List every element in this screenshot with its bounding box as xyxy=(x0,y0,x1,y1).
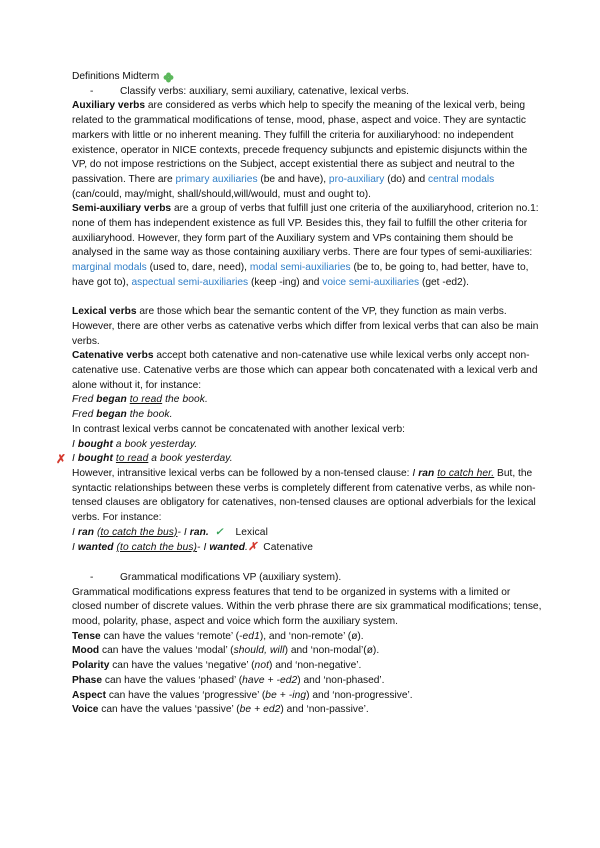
document-title xyxy=(72,70,542,85)
document-page xyxy=(56,70,542,718)
label-lexical: Lexical xyxy=(235,526,268,538)
link-modal-semi-auxiliaries[interactable]: modal semi-auxiliaries xyxy=(249,262,351,274)
line-polarity: Polarity can have the values ‘negative’ (not) and ‘non-negative’. xyxy=(72,660,362,672)
contrast-sentence: In contrast lexical verbs cannot be concatenated with another lexical verb: xyxy=(72,423,405,435)
term-semi-auxiliary: Semi-auxiliary verbs xyxy=(72,203,172,215)
check-icon: ✓ xyxy=(214,526,224,538)
label-catenative: Catenative xyxy=(263,542,314,554)
line-voice: Voice can have the values ‘passive’ (be + ed2) and ‘non-passive’. xyxy=(72,704,369,716)
example-6-catenative: I wanted (to catch the bus)- I wanted.✗ Catenative xyxy=(72,541,314,554)
line-aspect: Aspect can have the values ‘progressive’ (be + -ing) and ‘non-progressive’. xyxy=(72,689,413,701)
term-catenative: Catenative verbs xyxy=(72,350,154,362)
example-5-lexical: I ran (to catch the bus)- I ran. ✓ Lexical xyxy=(72,526,268,538)
cross-icon: ✗ xyxy=(56,452,67,467)
spacer xyxy=(72,291,542,306)
title-text: Definitions Midterm xyxy=(72,71,160,82)
example-2: Fred began the book. xyxy=(72,409,173,421)
link-aspectual-semi-auxiliaries[interactable]: aspectual semi-auxiliaries xyxy=(131,276,249,288)
link-marginal-modals[interactable]: marginal modals xyxy=(72,262,147,274)
paragraph-semi-auxiliary: Semi-auxiliary verbs are a group of verbs that fulfill just one criteria of the auxiliaryhood, criterion no.1: none of them has independent existence as full VP. Besides this, they fail to fulfill the other criteria for auxiliaryhood. However, they form part of the Auxiliary system and VPs containing them should be analysed in the same way as those containing auxiliary verbs. There are four types of semi-auxiliaries: marginal modals (used to, dare, need), modal semi-auxiliaries (be to, be going to, had better, have to, have got to), aspectual semi-auxiliaries (keep -ing) and voice semi-auxiliaries (get -ed2). xyxy=(72,203,539,288)
link-central-modals[interactable]: central modals xyxy=(428,173,495,185)
section-heading-grammatical: - Grammatical modifications VP (auxiliary system). xyxy=(90,571,342,583)
paragraph-catenative: Catenative verbs accept both catenative and non-catenative use while lexical verbs only accept non-catenative use. Catenative verbs are those which can appear both concatenated with a lexical verb and alone without it, for instance: xyxy=(72,350,538,391)
line-mood: Mood can have the values ‘modal’ (should, will) and ‘non-modal’(ø). xyxy=(72,645,380,657)
link-voice-semi-auxiliaries[interactable]: voice semi-auxiliaries xyxy=(322,276,420,288)
link-pro-auxiliary[interactable]: pro-auxiliary xyxy=(328,173,385,185)
example-1: Fred began to read the book. xyxy=(72,394,208,406)
clover-icon xyxy=(163,72,174,83)
line-tense: Tense can have the values ‘remote’ (-ed1), and ‘non-remote’ (ø). xyxy=(72,630,364,642)
paragraph-intransitive: However, intransitive lexical verbs can be followed by a non-tensed clause: I ran to catch her. But, the syntactic relationships between these verbs is completely different from catenative verbs, as while non-tensed clauses are obligatory for catenatives, non-tensed clauses are optional adverbials for the lexical verbs. For instance: xyxy=(72,467,536,524)
paragraph-lexical: Lexical verbs are those which bear the semantic content of the VP, they function as main verbs. However, there are other verbs as catenative verbs which differ from lexical verbs that can also be main verbs. xyxy=(72,306,539,347)
paragraph-auxiliary: Auxiliary verbs are considered as verbs which help to specify the meaning of the lexical verb, being related to the grammatical modifications of tense, mood, phase, aspect and voice. They are syntactic markers with little or no inherent meaning. They fulfill the criteria for auxiliaryhood: no independent existence, operator in NICE contexts, precede frequency subjuncts and epistemic disjuncts within the VP, do not impose restrictions on the Subject, accept existential there as subject and neutral to the passivation. There are primary auxiliaries (be and have), pro-auxiliary (do) and central modals (can/could, may/might, shall/should,will/would, must and ought to). xyxy=(72,100,528,200)
cross-icon: ✗ xyxy=(247,541,258,554)
example-3: I bought a book yesterday. xyxy=(72,438,198,450)
term-lexical: Lexical verbs xyxy=(72,306,137,318)
term-auxiliary: Auxiliary verbs xyxy=(72,100,146,112)
spacer xyxy=(72,556,542,571)
example-4-incorrect: ✗ I bought to read a book yesterday. xyxy=(56,452,233,467)
line-phase: Phase can have the values ‘phased’ (have + -ed2) and ‘non-phased’. xyxy=(72,674,385,686)
section-heading-classify: - Classify verbs: auxiliary, semi auxiliary, catenative, lexical verbs. xyxy=(90,85,409,97)
link-primary-auxiliaries[interactable]: primary auxiliaries xyxy=(175,173,258,185)
paragraph-gm-intro: Grammatical modifications express features that tend to be organized in systems with a limited or closed number of discrete values. Within the verb phrase there are six grammatical modifications; tense, mood, polarity, phase, aspect and voice which form the auxiliary system. xyxy=(72,586,542,627)
